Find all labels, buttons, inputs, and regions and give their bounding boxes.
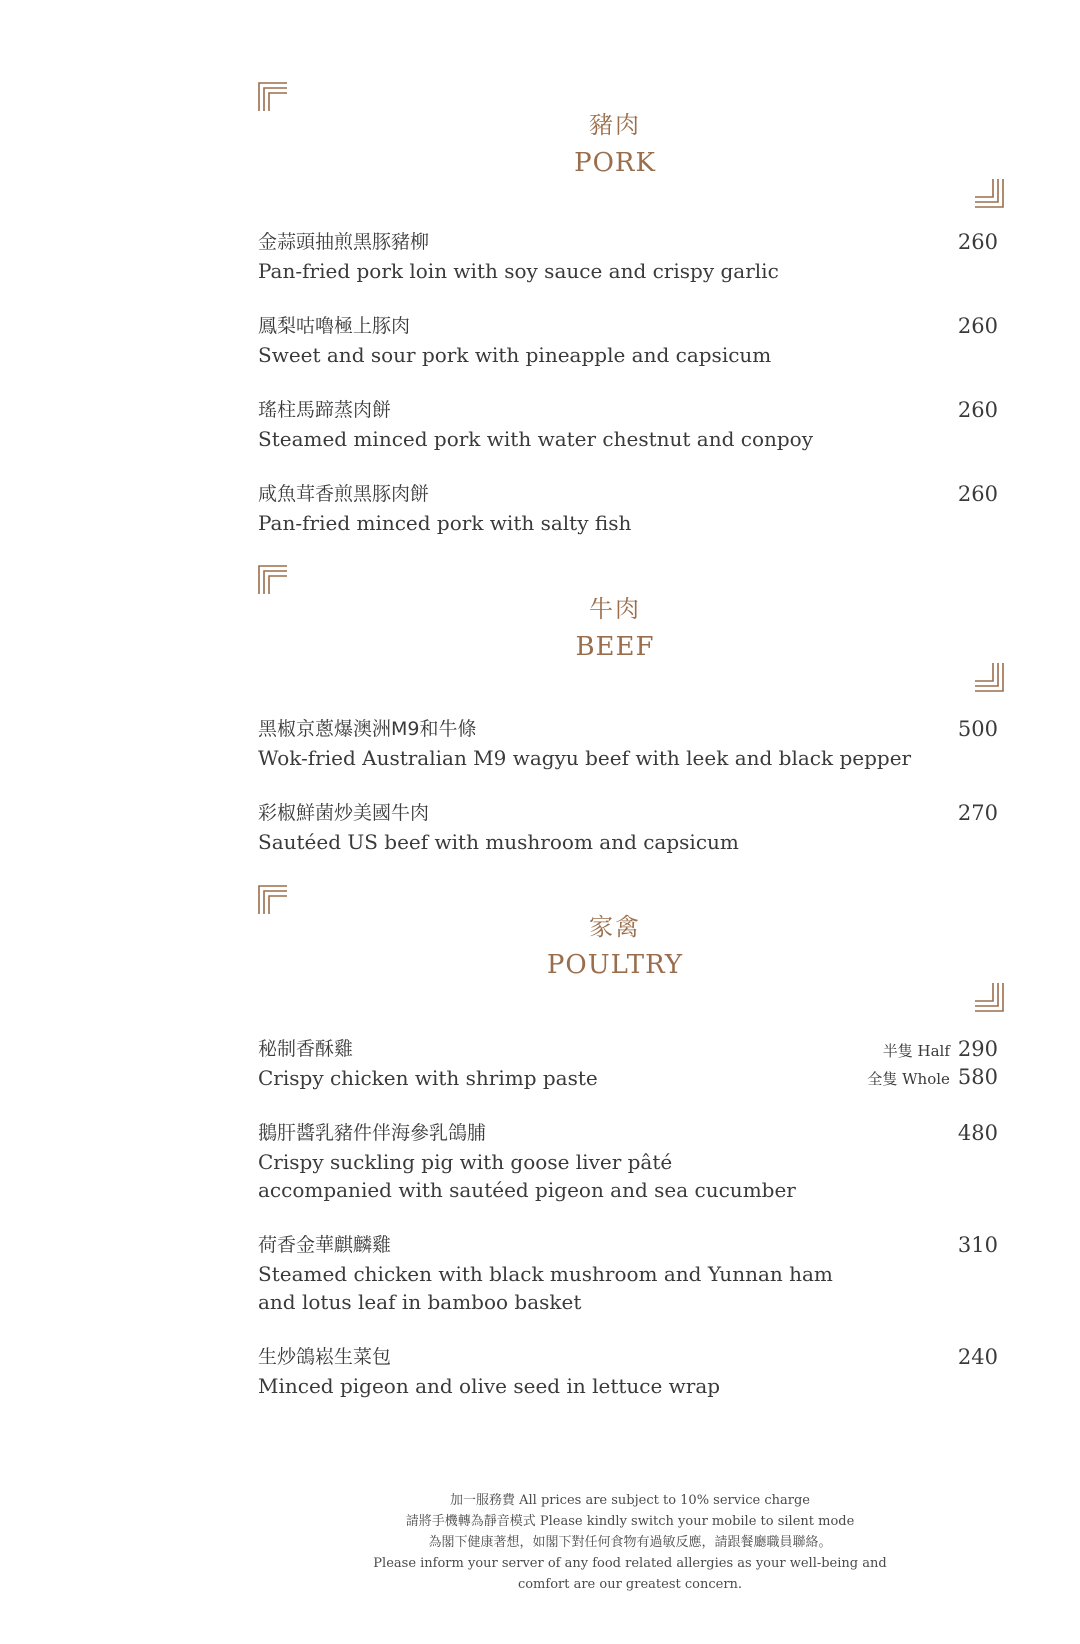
footer-line-allergy-zh: 為閣下健康著想，如閣下對任何食物有過敏反應，請跟餐廳職員聯絡。 [428,1535,832,1550]
item-price: 310 [957,1233,998,1257]
item-name-zh: 鵝肝醬乳豬件伴海參乳鴿脯 [258,1122,487,1144]
menu-item [258,397,998,453]
item-name-en: Crispy chicken with shrimp paste [258,1066,598,1090]
item-name-en-line2: accompanied with sautéed pigeon and sea cucumber [258,1178,796,1202]
corner-ornament-top-left-icon [258,82,288,112]
item-name-en: Crispy suckling pig with goose liver pâté [258,1150,673,1174]
item-name-zh: 咸魚茸香煎黑豚肉餅 [258,483,430,505]
section-title-en: POULTRY [546,950,684,980]
footer-line-allergy-en-2: comfort are our greatest concern. [517,1577,743,1592]
item-price: 480 [957,1121,998,1145]
footer-text-en: All prices are subject to 10% service charge [519,1493,810,1508]
section-title-en: PORK [574,148,656,178]
item-name-zh: 秘制香酥雞 [258,1038,354,1060]
item-price: 260 [957,398,998,422]
menu-item [258,313,998,369]
section-heading-pork [540,110,690,180]
footer-text-zh: 加一服務費 [449,1493,515,1508]
price-label-en: Half [917,1042,950,1060]
footer-notice [330,1490,930,1595]
item-name-en: Wok-fried Australian M9 wagyu beef with leek and black pepper [258,746,912,770]
corner-ornament-top-left-icon [258,565,288,595]
menu-item [258,1344,998,1400]
section-heading-poultry [530,912,700,982]
price-label-zh: 全隻 [867,1070,898,1088]
footer-line-service-charge [330,1490,930,1511]
corner-ornament-bottom-right-icon [974,982,1004,1012]
menu-item [258,1036,998,1092]
menu-item [258,800,998,856]
item-name-en: Pan-fried minced pork with salty fish [258,511,632,535]
item-price: 290 [957,1037,998,1061]
item-name-en: Sautéed US beef with mushroom and capsicum [258,830,739,854]
corner-ornament-top-left-icon [258,885,288,915]
item-price: 260 [957,314,998,338]
menu-item [258,481,998,537]
item-name-en: Minced pigeon and olive seed in lettuce wrap [258,1374,721,1398]
item-name-zh: 黑椒京蔥爆澳洲M9和牛條 [258,718,477,740]
menu-item [258,1232,998,1316]
footer-line-allergy-en: Please inform your server of any food related allergies as your well-being and [373,1556,887,1571]
item-price: 260 [957,482,998,506]
item-price: 500 [957,717,998,741]
footer-line-mobile [330,1511,930,1532]
item-name-en: Steamed chicken with black mushroom and Yunnan ham [258,1262,833,1286]
item-name-en: Pan-fried pork loin with soy sauce and crispy garlic [258,259,779,283]
section-heading-beef [540,594,690,664]
price-option-whole [867,1063,998,1093]
corner-ornament-bottom-right-icon [974,662,1004,692]
item-price: 270 [957,801,998,825]
menu-item [258,229,998,285]
menu-item [258,716,998,772]
item-name-en: Sweet and sour pork with pineapple and capsicum [258,343,772,367]
item-name-zh: 金蒜頭抽煎黑豚豬柳 [258,231,430,253]
item-name-zh: 彩椒鮮菌炒美國牛肉 [258,802,430,824]
footer-text-en: Please kindly switch your mobile to silent mode [539,1514,855,1529]
footer-text-zh: 請將手機轉為靜音模式 [405,1514,536,1529]
price-option-half [883,1035,998,1065]
item-name-en: Steamed minced pork with water chestnut and conpoy [258,427,814,451]
item-price: 260 [957,230,998,254]
section-title-en: BEEF [575,632,655,662]
item-name-zh: 鳳梨咕嚕極上豚肉 [258,315,411,337]
corner-ornament-bottom-right-icon [974,178,1004,208]
section-title-zh: 豬肉 [589,111,641,139]
section-title-zh: 牛肉 [589,595,641,623]
item-name-zh: 生炒鴿崧生菜包 [258,1346,392,1368]
item-name-zh: 荷香金華麒麟雞 [258,1234,392,1256]
price-label-en: Whole [902,1070,950,1088]
item-price: 580 [957,1065,998,1089]
item-name-en-line2: and lotus leaf in bamboo basket [258,1290,582,1314]
item-price: 240 [957,1345,998,1369]
section-title-zh: 家禽 [589,913,641,941]
item-name-zh: 瑤柱馬蹄蒸肉餅 [258,399,392,421]
price-label-zh: 半隻 [882,1042,913,1060]
menu-item [258,1120,998,1204]
